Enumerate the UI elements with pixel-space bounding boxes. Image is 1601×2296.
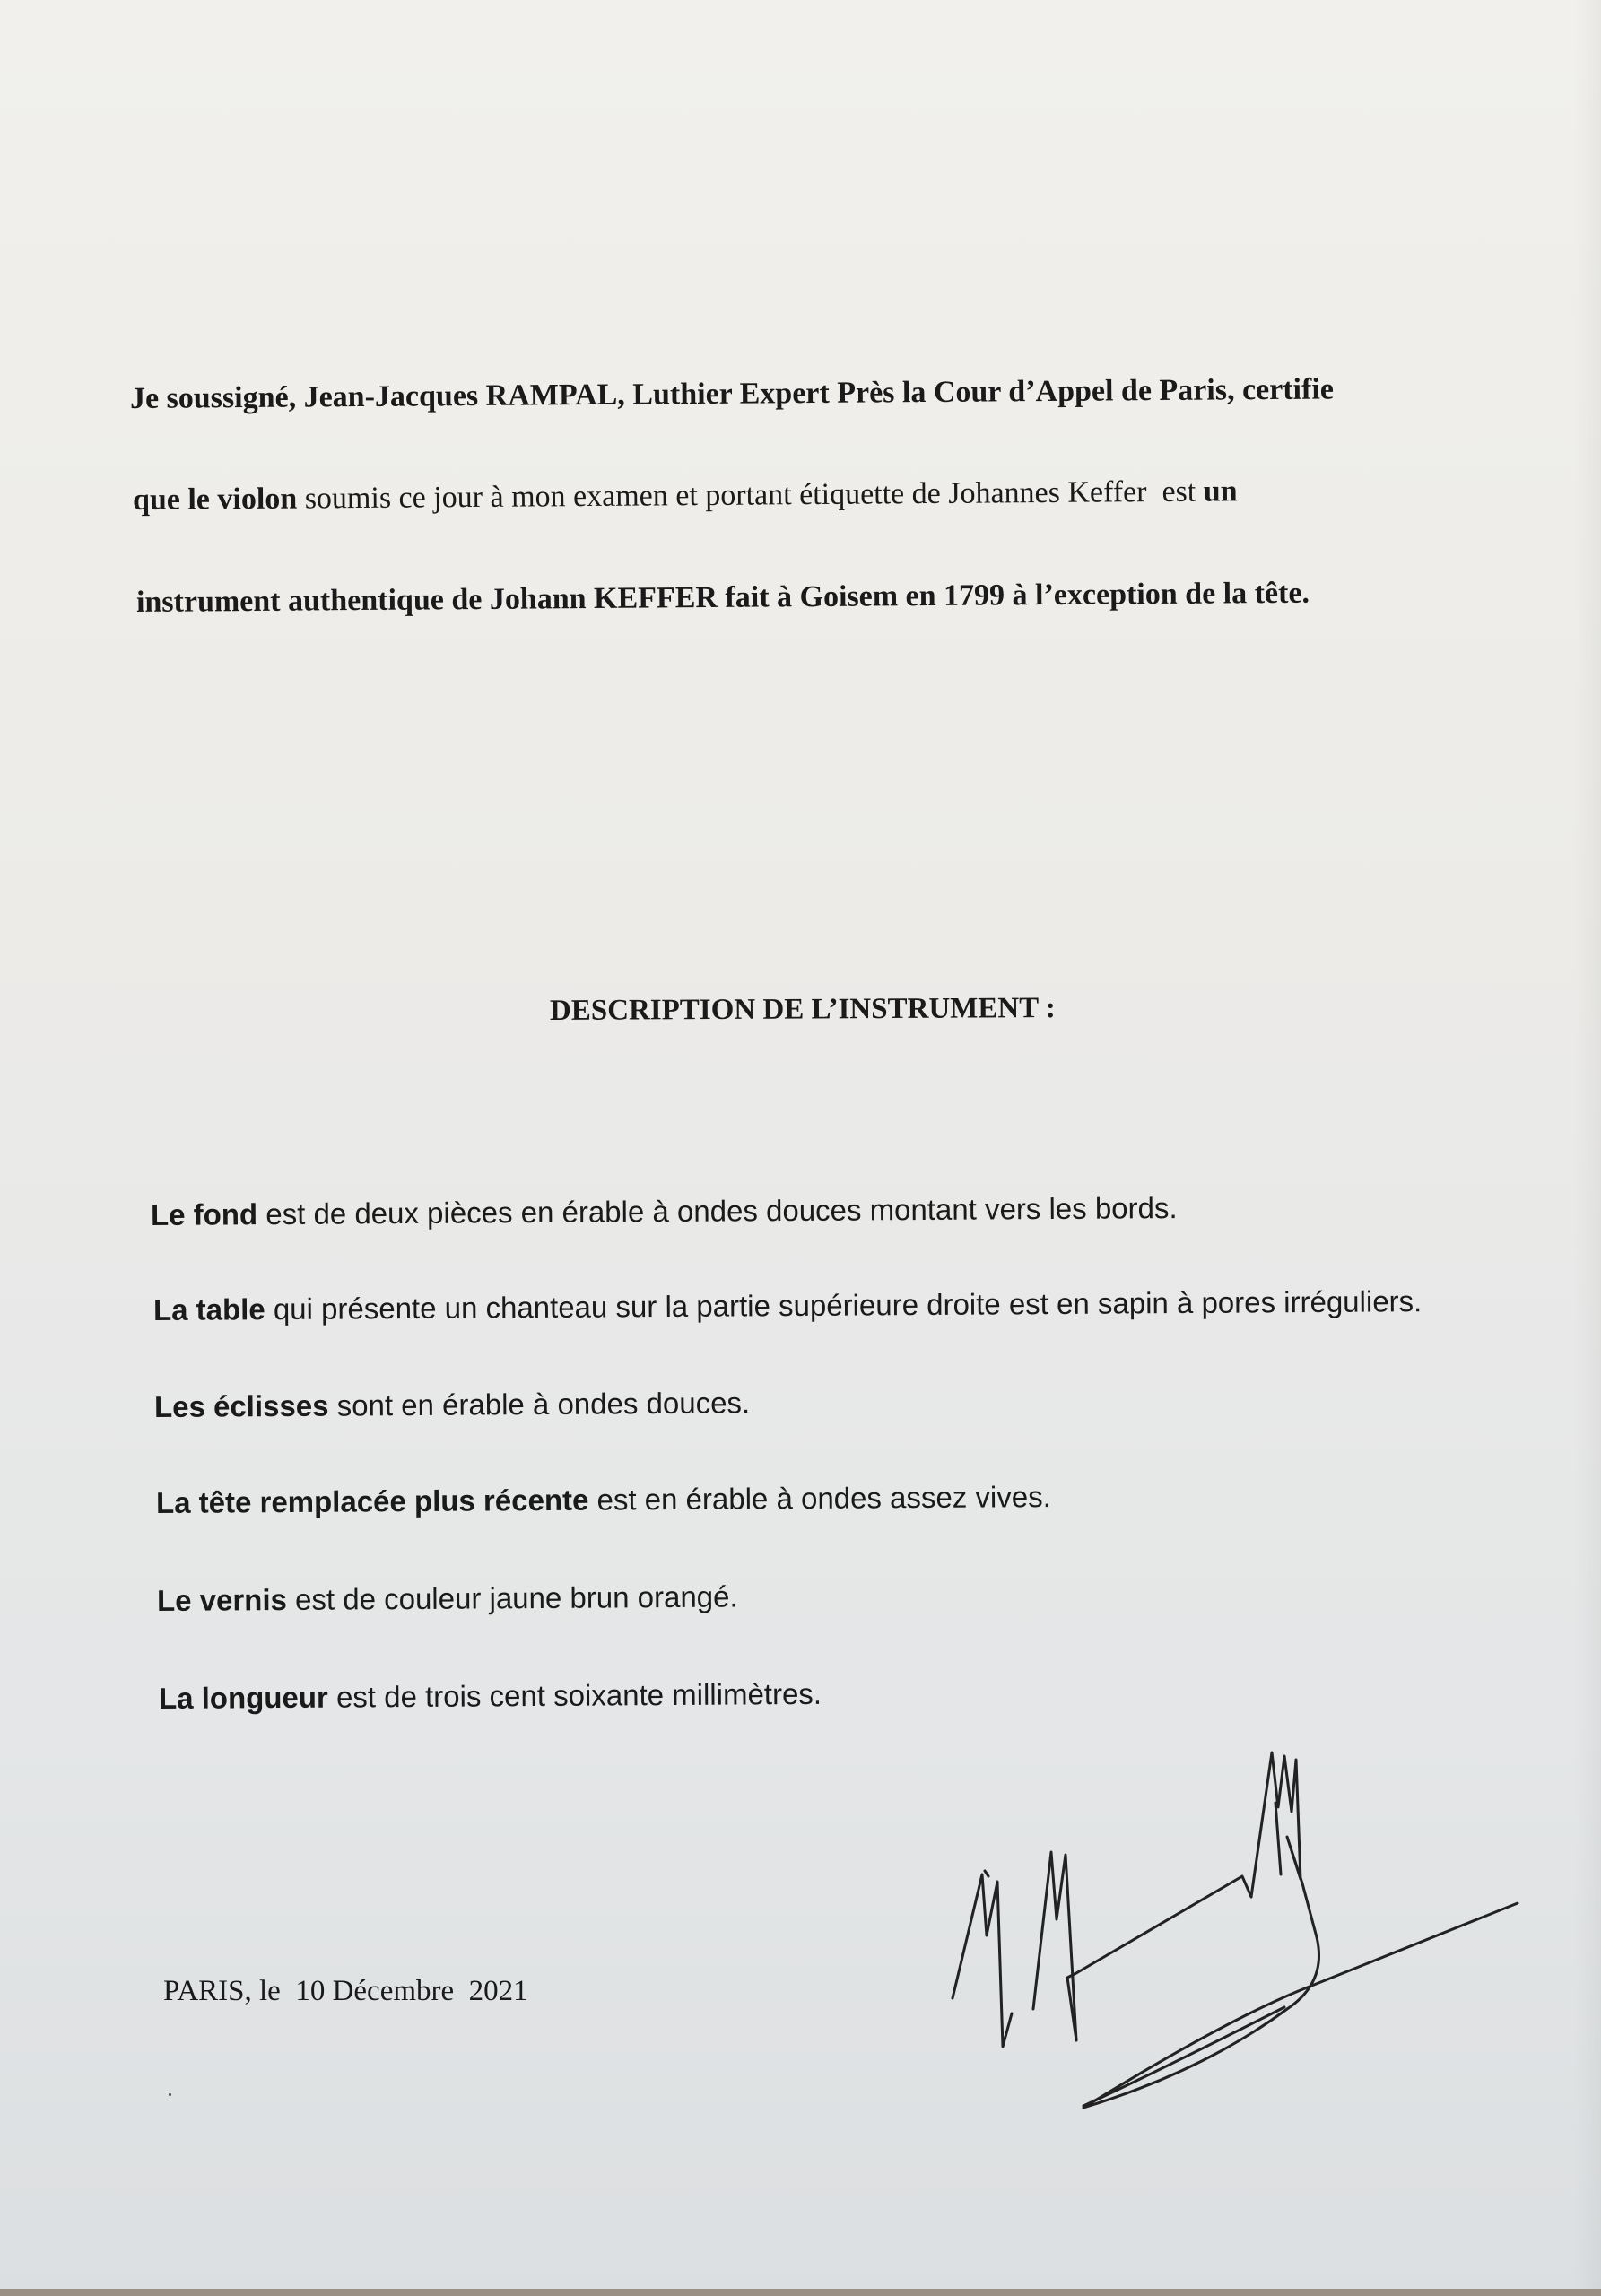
intro-line-2-bold-end: un [1203,474,1238,509]
intro-line-3-text: instrument authentique de Johann KEFFER fait à Goisem en 1799 à l’exception de la tête. [135,576,1310,619]
intro-line-2-regular: soumis ce jour à mon examen et portant étiquette de Johannes Keffer est [297,474,1204,516]
description-item-tete [156,1479,1051,1522]
page-edge-shadow [1574,0,1601,2296]
intro-line-3 [136,576,1310,621]
signature [933,1740,1543,2117]
description-text: est de trois cent soixante millimètres. [327,1676,822,1714]
description-item-longueur [159,1676,822,1718]
description-label: Le vernis [156,1582,288,1617]
description-label: Les éclisses [153,1388,329,1423]
description-item-fond [151,1190,1178,1234]
description-label: La longueur [158,1680,328,1715]
place-and-date: PARIS, le 10 Décembre 2021 [163,1975,528,2007]
description-label: La table [152,1292,265,1326]
intro-line-1-text: Je soussigné, Jean-Jacques RAMPAL, Luthier Expert Près la Cour d’Appel de Paris, certifie [129,372,1335,415]
description-item-eclisses [154,1385,750,1426]
description-text: qui présente un chanteau sur la partie supérieure droite est en sapin à pores irréguliers. [265,1284,1423,1326]
section-title: DESCRIPTION DE L’INSTRUMENT : [549,992,1056,1027]
description-item-vernis [157,1578,738,1620]
description-text: sont en érable à ondes douces. [328,1386,751,1422]
description-item-table [153,1283,1423,1329]
description-text: est de couleur jaune brun orangé. [286,1579,738,1616]
page-bottom-edge [0,2289,1601,2296]
ink-dot [169,2093,171,2096]
description-label: Le fond [150,1197,258,1231]
intro-line-2-bold-start: que le violon [132,482,298,517]
description-text: est en érable à ondes assez vives. [588,1480,1051,1517]
intro-line-2 [133,474,1238,518]
description-text: est de deux pièces en érable à ondes douces montant vers les bords. [257,1191,1178,1231]
intro-line-1 [130,371,1334,417]
description-label: La tête remplacée plus récente [155,1483,589,1519]
